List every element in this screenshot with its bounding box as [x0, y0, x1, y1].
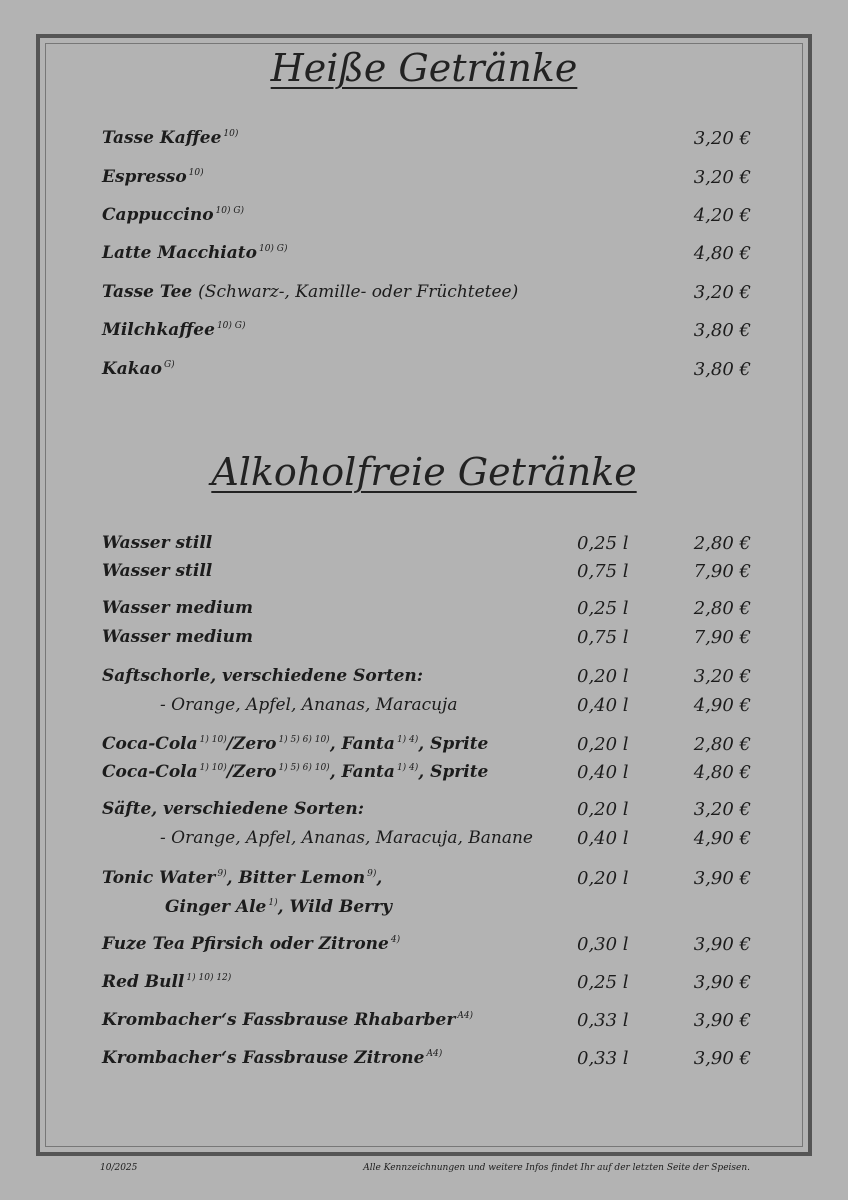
item-name: Espresso: [102, 167, 187, 187]
list-item: [0, 734, 848, 762]
item-volume: 0,33 l: [577, 1010, 629, 1031]
item-price: 3,80 €: [693, 320, 751, 341]
item-price: 3,90 €: [693, 972, 751, 993]
list-item: [0, 598, 848, 626]
tea-varieties-note: (Schwarz-, Kamille- oder Früchtetee): [198, 282, 519, 302]
item-name: [102, 972, 231, 992]
item-volume: 0,25 l: [577, 598, 629, 619]
item-volume: 0,25 l: [577, 972, 629, 993]
soft-drinks-title: Alkoholfreie Getränke: [211, 450, 637, 494]
item-price: 2,80 €: [693, 734, 751, 755]
item-price: 3,20 €: [693, 282, 751, 303]
fanta-label: , Fanta: [329, 734, 395, 754]
item-price: 2,80 €: [693, 598, 751, 619]
fassbrause-zitrone-label: Krombacher‘s Fassbrause Zitrone: [102, 1048, 425, 1068]
footer-note: Alle Kennzeichnungen und weitere Infos findet Ihr auf der letzten Seite der Speisen.: [363, 1163, 750, 1173]
allergen-note: 1) 10): [199, 763, 227, 773]
list-item: [0, 167, 848, 195]
allergen-note: 9): [217, 869, 227, 879]
item-volume: 0,40 l: [577, 695, 629, 716]
fuze-tea-label: Fuze Tea Pfirsich oder Zitrone: [102, 934, 389, 954]
item-volume: 0,30 l: [577, 934, 629, 955]
allergen-note: 1) 4): [396, 763, 419, 773]
allergen-note: 1) 10) 12): [186, 973, 232, 983]
allergen-note: 10) G): [258, 244, 288, 254]
list-item: [0, 359, 848, 387]
list-item: [0, 762, 848, 790]
item-price: 4,90 €: [693, 695, 751, 716]
item-volume: 0,20 l: [577, 666, 629, 687]
separator: ,: [376, 868, 383, 888]
item-name: [102, 1048, 442, 1068]
list-item: [0, 627, 848, 655]
item-varieties: - Orange, Apfel, Ananas, Maracuja, Banane: [160, 828, 533, 848]
item-name: Tasse Tee: [102, 282, 193, 302]
item-name: Wasser medium: [102, 598, 253, 618]
list-item: [0, 1048, 848, 1076]
allergen-note: 10): [188, 168, 204, 178]
allergen-note: A4): [426, 1049, 443, 1059]
item-volume: 0,20 l: [577, 868, 629, 889]
item-name: [102, 1010, 473, 1030]
allergen-note: 1): [268, 898, 278, 908]
list-item: [0, 1010, 848, 1038]
wild-berry-label: , Wild Berry: [277, 897, 392, 917]
allergen-note: 1) 10): [199, 735, 227, 745]
list-item: [0, 666, 848, 694]
allergen-note: 1) 4): [396, 735, 419, 745]
list-item: [0, 972, 848, 1000]
item-name: [102, 762, 488, 782]
item-name: [165, 897, 392, 917]
item-name: [102, 868, 382, 888]
item-name: Wasser still: [102, 561, 213, 581]
list-item: [0, 828, 848, 856]
list-item: [0, 282, 848, 310]
zero-label: /Zero: [226, 734, 277, 754]
red-bull-label: Red Bull: [102, 972, 185, 992]
sprite-label: , Sprite: [418, 734, 489, 754]
item-volume: 0,40 l: [577, 762, 629, 783]
item-price: 7,90 €: [693, 627, 751, 648]
item-price: 3,80 €: [693, 359, 751, 380]
allergen-note: 10) G): [215, 206, 245, 216]
item-price: 7,90 €: [693, 561, 751, 582]
list-item: [0, 561, 848, 589]
fanta-label: , Fanta: [329, 762, 395, 782]
item-name: [102, 934, 400, 954]
item-volume: 0,75 l: [577, 627, 629, 648]
item-name: Säfte, verschiedene Sorten:: [102, 799, 364, 819]
item-name: Kakao: [102, 359, 162, 379]
item-price: 3,20 €: [693, 799, 751, 820]
list-item: [0, 533, 848, 561]
allergen-note: 1) 5) 6) 10): [278, 763, 330, 773]
ginger-ale-label: Ginger Ale: [165, 897, 267, 917]
item-name: Milchkaffee: [102, 320, 215, 340]
item-price: 4,20 €: [693, 205, 751, 226]
allergen-note: 10): [223, 129, 239, 139]
item-price: 4,80 €: [693, 762, 751, 783]
zero-label: /Zero: [226, 762, 277, 782]
hot-drinks-title: Heiße Getränke: [270, 46, 578, 90]
list-item: [0, 868, 848, 896]
item-volume: 0,33 l: [577, 1048, 629, 1069]
item-name: Latte Macchiato: [102, 243, 257, 263]
item-name: Saftschorle, verschiedene Sorten:: [102, 666, 424, 686]
item-price: 3,90 €: [693, 1048, 751, 1069]
footer-date: 10/2025: [100, 1163, 138, 1173]
sprite-label: , Sprite: [418, 762, 489, 782]
item-price: 2,80 €: [693, 533, 751, 554]
item-volume: 0,25 l: [577, 533, 629, 554]
item-price: 3,90 €: [693, 868, 751, 889]
item-name: Wasser still: [102, 533, 213, 553]
item-volume: 0,40 l: [577, 828, 629, 849]
item-price: 3,20 €: [693, 128, 751, 149]
allergen-note: 9): [367, 869, 377, 879]
allergen-note: 4): [390, 935, 401, 945]
list-item: [0, 128, 848, 156]
item-price: 4,90 €: [693, 828, 751, 849]
allergen-note: 10) G): [216, 321, 246, 331]
fassbrause-rhabarber-label: Krombacher‘s Fassbrause Rhabarber: [102, 1010, 456, 1030]
list-item: [0, 897, 848, 925]
tonic-label: Tonic Water: [102, 868, 216, 888]
cola-label: Coca-Cola: [102, 762, 198, 782]
cola-label: Coca-Cola: [102, 734, 198, 754]
item-name: Cappuccino: [102, 205, 214, 225]
list-item: [0, 320, 848, 348]
item-price: 3,20 €: [693, 666, 751, 687]
list-item: [0, 799, 848, 827]
list-item: [0, 205, 848, 233]
list-item: [0, 934, 848, 962]
bitter-lemon-label: , Bitter Lemon: [226, 868, 366, 888]
allergen-note: G): [163, 360, 175, 370]
list-item: [0, 243, 848, 271]
allergen-note: A4): [457, 1011, 474, 1021]
item-volume: 0,20 l: [577, 734, 629, 755]
item-price: 3,20 €: [693, 167, 751, 188]
allergen-note: 1) 5) 6) 10): [278, 735, 330, 745]
item-price: 3,90 €: [693, 1010, 751, 1031]
item-name: [102, 734, 488, 754]
item-name: Wasser medium: [102, 627, 253, 647]
list-item: [0, 695, 848, 723]
item-name: Tasse Kaffee: [102, 128, 222, 148]
item-volume: 0,75 l: [577, 561, 629, 582]
item-varieties: - Orange, Apfel, Ananas, Maracuja: [160, 695, 458, 715]
item-volume: 0,20 l: [577, 799, 629, 820]
item-price: 4,80 €: [693, 243, 751, 264]
item-price: 3,90 €: [693, 934, 751, 955]
